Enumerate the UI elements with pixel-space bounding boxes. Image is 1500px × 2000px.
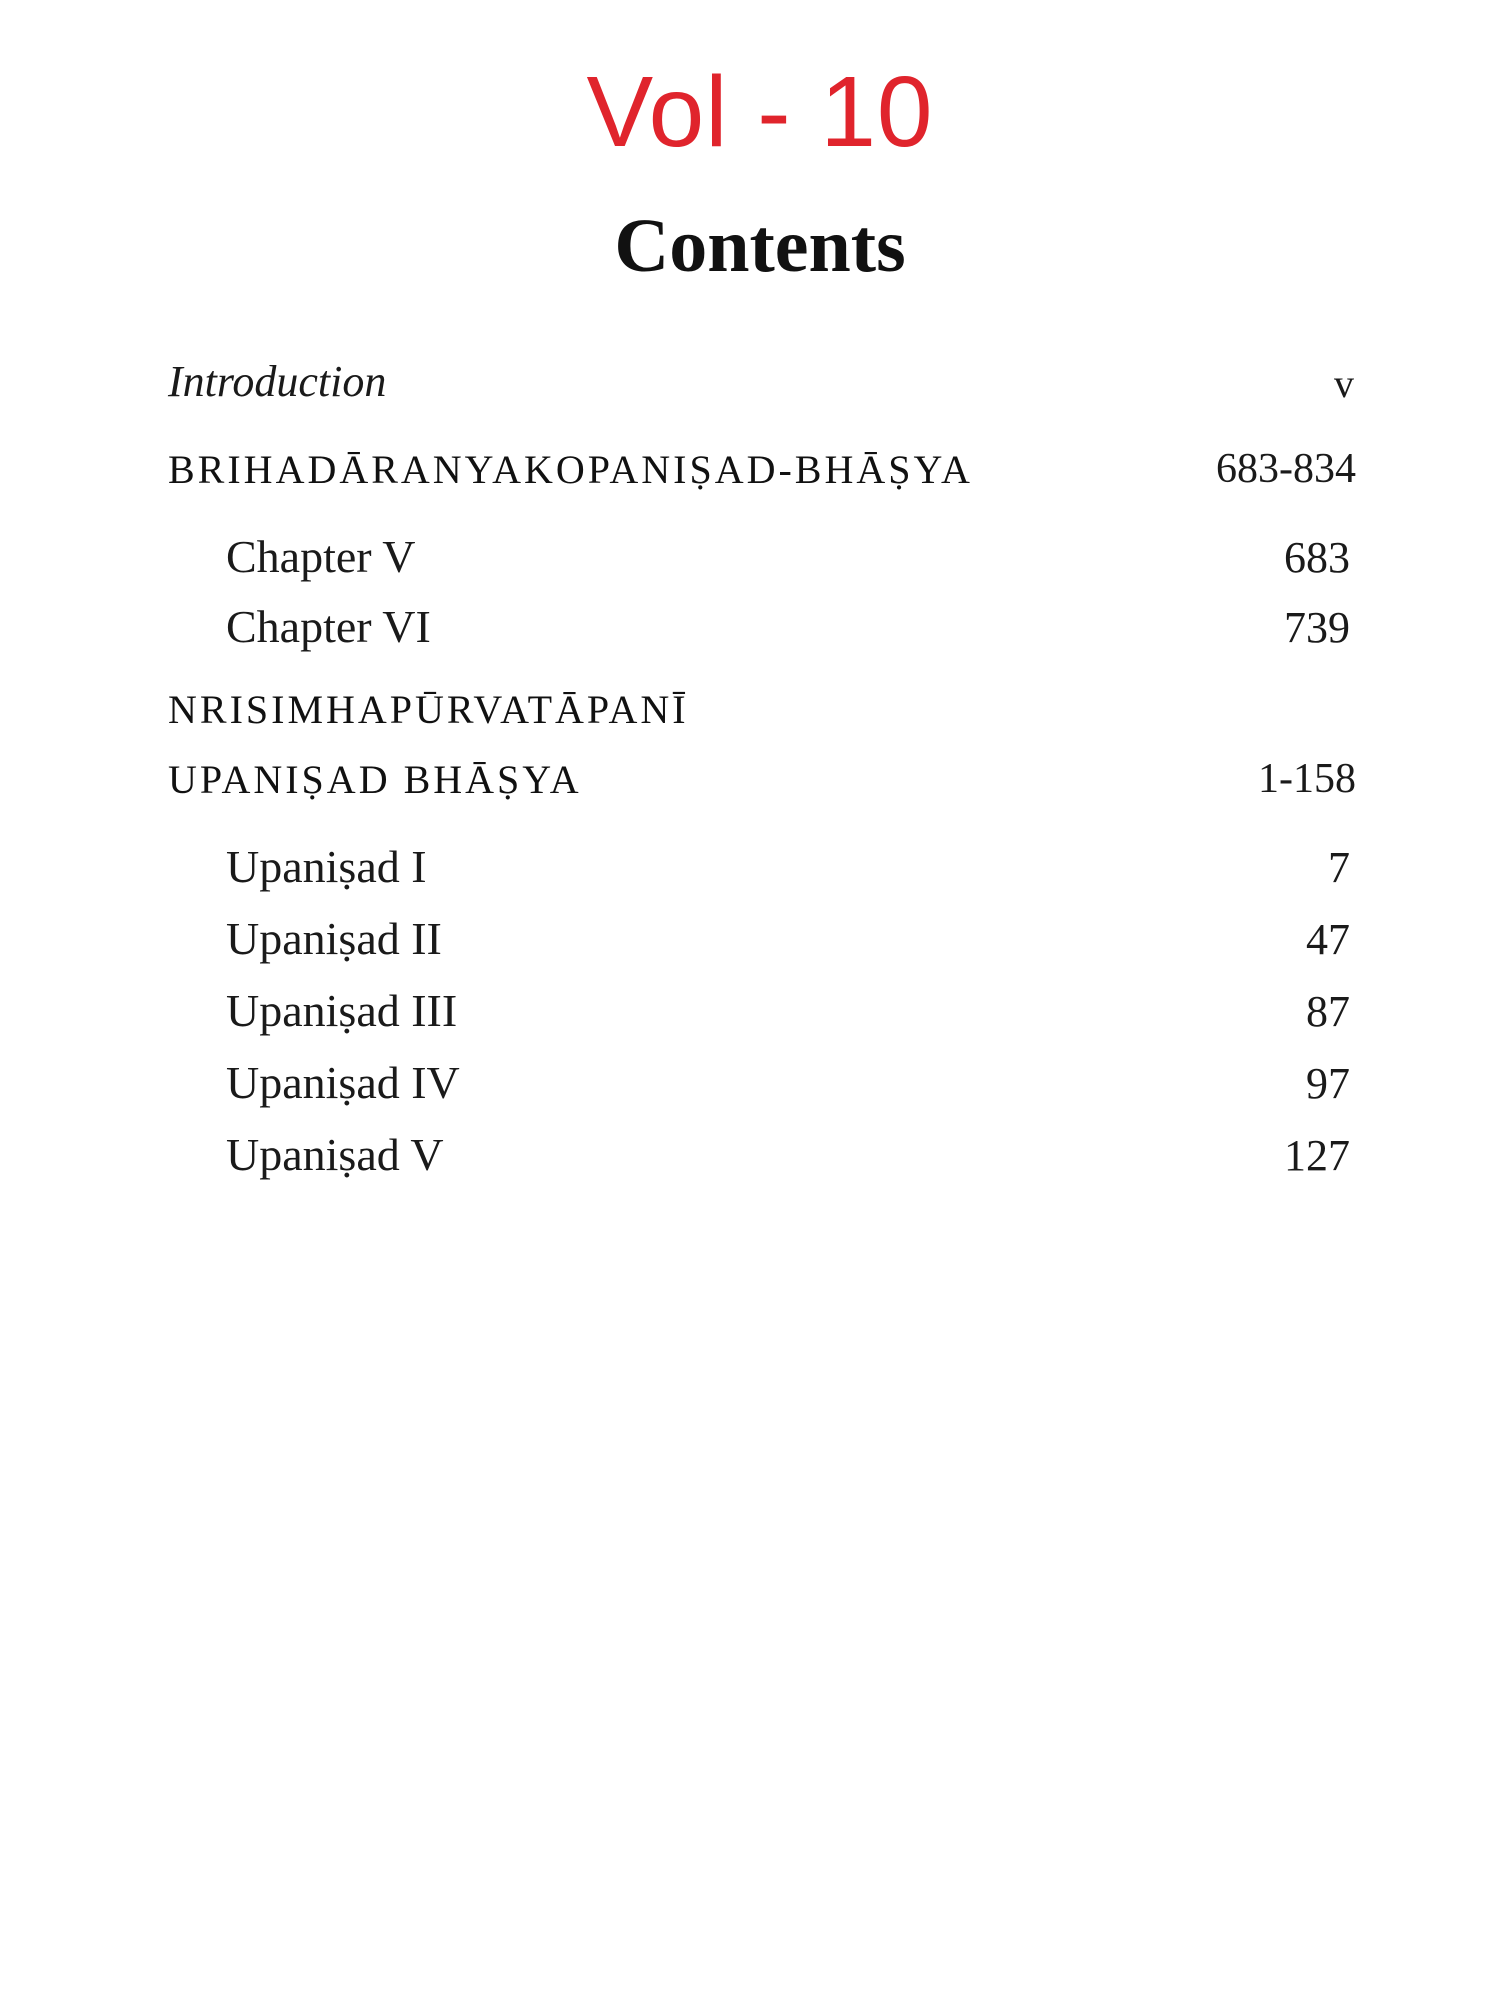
- toc-section-title-line1: NRISIMHAPŪRVATĀPANĪ: [168, 687, 689, 732]
- toc-entry-upanisad-i: [168, 830, 1356, 890]
- toc-entry-label: Chapter VI: [226, 601, 431, 652]
- toc-section-brihadaranyaka: [168, 430, 1356, 490]
- volume-label: Vol - 10: [586, 56, 934, 168]
- toc-section-nrisimha: [168, 740, 1356, 800]
- toc-section-pages: 1-158: [1258, 756, 1356, 802]
- toc-entry-page: 87: [1306, 987, 1350, 1036]
- toc-entry-label: Chapter V: [226, 531, 416, 582]
- toc-section-title: BRIHADĀRANYAKOPANIṢAD-BHĀṢYA: [168, 447, 973, 492]
- toc-entry-chapter-v: [168, 520, 1356, 580]
- toc-entry-page: 683: [1284, 533, 1350, 582]
- toc-entry-page: 97: [1306, 1059, 1350, 1108]
- toc-section-title-line2: UPANIṢAD BHĀṢYA: [168, 757, 582, 802]
- toc-entry-upanisad-v: [168, 1118, 1356, 1178]
- toc-entry-label: Upaniṣad V: [226, 1129, 444, 1180]
- toc-entry-page: v: [1334, 361, 1354, 406]
- toc-entry-label: Upaniṣad III: [226, 985, 458, 1036]
- toc-entry-page: 127: [1284, 1131, 1350, 1180]
- page-title: Contents: [614, 204, 906, 288]
- toc-entry-label: Introduction: [168, 357, 387, 406]
- toc-entry-upanisad-iv: [168, 1046, 1356, 1106]
- toc-entry-page: 7: [1328, 843, 1350, 892]
- toc-entry-upanisad-ii: [168, 902, 1356, 962]
- toc-entry-label: Upaniṣad I: [226, 841, 427, 892]
- toc-entry-introduction: [168, 344, 1356, 404]
- toc-entry-chapter-vi: [168, 590, 1356, 650]
- toc-entry-page: 47: [1306, 915, 1350, 964]
- toc-entry-label: Upaniṣad IV: [226, 1057, 460, 1108]
- toc-entry-label: Upaniṣad II: [226, 913, 442, 964]
- toc-entry-upanisad-iii: [168, 974, 1356, 1034]
- toc-section-pages: 683-834: [1216, 446, 1356, 492]
- toc-entry-page: 739: [1284, 603, 1350, 652]
